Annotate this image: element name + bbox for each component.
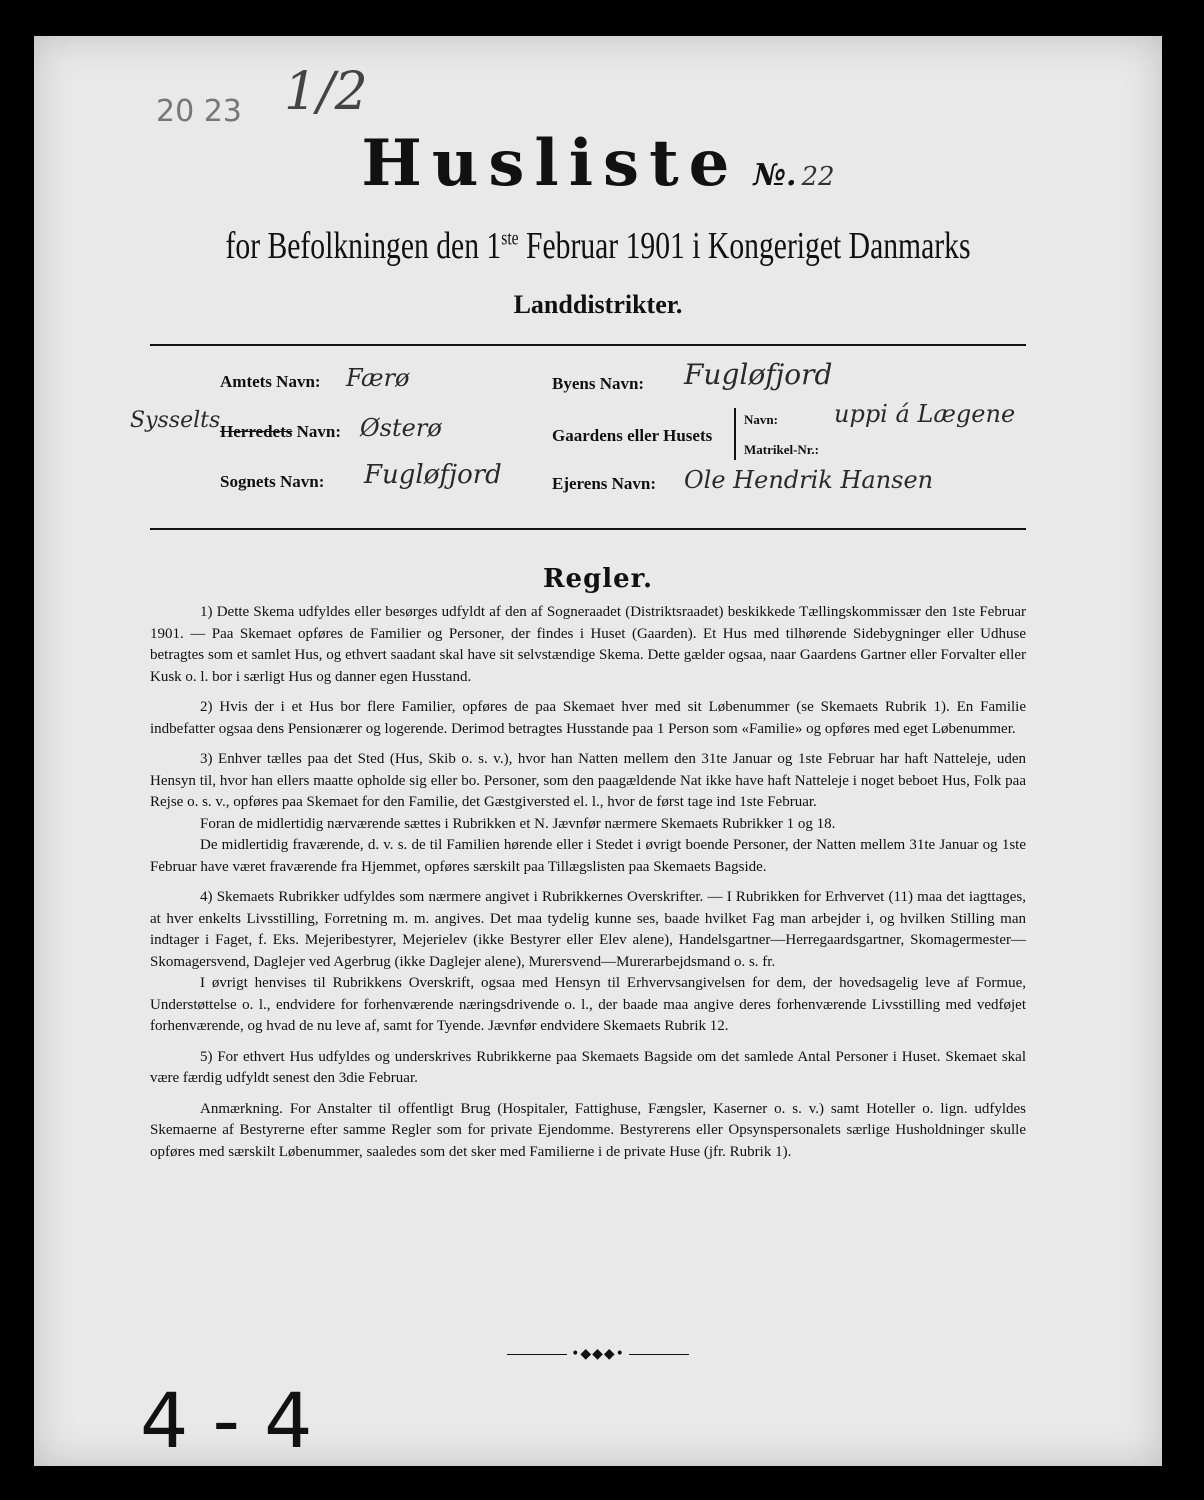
- margin-note: Sysselts: [130, 408, 221, 433]
- rule-paragraph: De midlertidig fraværende, d. v. s. de til Familien hørende eller i Stedet i øvrigt boende Personer, der Natten mellem 31te Januar og 1ste Februar have været fraværende fra Hjemmet, opføres særskilt paa Tillægslisten paa Skemaets Bagside.: [150, 837, 1026, 875]
- number-sign: №.: [753, 158, 797, 193]
- herred-value: Østerø: [360, 414, 442, 442]
- gaard-navn-value: uppi á Lægene: [834, 400, 1016, 428]
- by-label: Byens Navn:: [552, 374, 645, 393]
- handwritten-page-number: 4 - 4: [140, 1376, 313, 1465]
- census-form-page: [34, 36, 1162, 1466]
- rule-annotation: Anmærkning. For Anstalter til offentligt Brug (Hospitaler, Fattighuse, Fængsler, Kaserner o. s. v.) samt Hoteller o. lign. udfyldes Skemaerne af Bestyrerne efter samme Regler som for private Ejendomme. Bestyrerens eller Opsynspersonalets særlige Husholdninger skulle opføres med særskilt Løbenummer, saaledes som det sker med Familierne i de private Huse (jfr. Rubrik 1).: [150, 1100, 1026, 1160]
- rule-paragraph: 5) For ethvert Hus udfyldes og underskrives Rubrikkerne paa Skemaets Bagside om det samlede Antal Personer i Huset. Skemaet skal være færdig udfyldt senest den 3die Februar.: [150, 1048, 1026, 1086]
- house-number: 22: [801, 162, 835, 192]
- gaard-navn-label: Navn:: [744, 412, 778, 427]
- rule-paragraph: 1) Dette Skema udfyldes eller besørges udfyldt af den af Sogneraadet (Distriktsraadet) beskikkede Tællingskommissær den 1ste Februar 1901. — Paa Skemaet opføres de Familier og Personer, der findes i Huset (Gaarden). Et Hus med tilhørende Sidebygninger eller Udhuse betragtes som et samlet Hus, og ethvert saadant skal have sit selvstændige Skema. Dette gælder ogsaa, naar Gaardens Gartner eller Forvalter eller Kusk o. l. bor i særligt Hus og danner egen Husstand.: [150, 604, 1026, 685]
- bottom-divider: [150, 528, 1026, 530]
- ornament-divider: •◆◆◆•: [34, 1346, 1162, 1362]
- amt-value: Færø: [346, 364, 410, 392]
- top-divider: [150, 344, 1026, 346]
- rules-body: [150, 602, 1026, 1172]
- form-title: [34, 126, 1162, 201]
- ink-fraction-note: 1/2: [284, 62, 368, 122]
- ejer-value: Ole Hendrik Hansen: [684, 466, 934, 494]
- pencil-note: 20 23: [156, 94, 242, 129]
- brace-bar: [734, 408, 736, 460]
- sogn-value: Fugløfjord: [364, 460, 502, 490]
- herred-label: Herredets Navn:: [220, 422, 342, 441]
- by-value: Fugløfjord: [684, 358, 833, 391]
- rules-title: Regler.: [542, 564, 654, 594]
- rule-paragraph: I øvrigt henvises til Rubrikkens Overskrift, ogsaa med Hensyn til Erhvervsangivelsen for dem, der hovedsagelig leve af Formue, Understøttelse o. l., endvidere for forhenværende næringsdrivende o. l., der baade maa angive deres forhenværende Livsstilling med vedføjet forhenværende, og hvad de nu leve af, samt for Tyende. Jævnfør endvidere Skemaets Rubrik 12.: [150, 975, 1026, 1034]
- rule-paragraph: 3) Enhver tælles paa det Sted (Hus, Skib o. s. v.), hvor han Natten mellem den 31te Januar og 1ste Februar har haft Natteleje, uden Hensyn til, hvor han ellers maatte opholde sig eller bo. Personer, som den paagældende Nat ikke have haft Natteleje i noget beboet Hus, Folk paa Rejse o. s. v., opføres paa Skemaet for den Familie, det Gæstgiversted el. l., hvor de først tage ind 1ste Februar.: [150, 751, 1026, 810]
- rule-paragraph: Foran de midlertidig nærværende sættes i Rubrikken et N. Jævnfør nærmere Skemaets Rubrikker 1 og 18.: [200, 815, 836, 832]
- gaard-label: Gaardens eller Husets: [552, 426, 713, 445]
- amt-label: Amtets Navn:: [220, 372, 321, 391]
- district-type: Landdistrikter.: [513, 290, 683, 319]
- rule-paragraph: 2) Hvis der i et Hus bor flere Familier, opføres de paa Skemaet hver med sit Løbenummer (se Skemaets Rubrik 1). En Familie indbefatter ogsaa dens Pensionærer og logerende. Derimod betragtes Husstande paa 1 Person som «Familie» og opføres med eget Løbenummer.: [150, 699, 1026, 737]
- title-main: Husliste: [361, 126, 740, 201]
- form-subtitle: for Befolkningen den 1ste Februar 1901 i Kongeriget Danmarks: [225, 225, 971, 267]
- rule-paragraph: 4) Skemaets Rubrikker udfyldes som nærmere angivet i Rubrikkernes Overskrifter. — I Rubrikken for Erhvervet (11) maa det iagttages, at hver enkelts Livsstilling, Forretning m. m. angives. Det maa tydelig kunne ses, baade hvilket Fag man arbejder i, og hvilken Stilling man indtager i Faget, f. Eks. Mejeribestyrer, Mejerielev (ikke Bestyrer eller Elev alene), Handelsgartner—Herregaardsgartner, Skomagermester—Skomagersvend, Daglejer ved Agerbrug (ikke Daglejer alene), Murersvend—Murerarbejdsmand o. s. fr.: [150, 889, 1026, 970]
- sogn-label: Sognets Navn:: [220, 472, 325, 491]
- matrikel-label: Matrikel-Nr.:: [744, 442, 819, 457]
- ejer-label: Ejerens Navn:: [552, 474, 657, 493]
